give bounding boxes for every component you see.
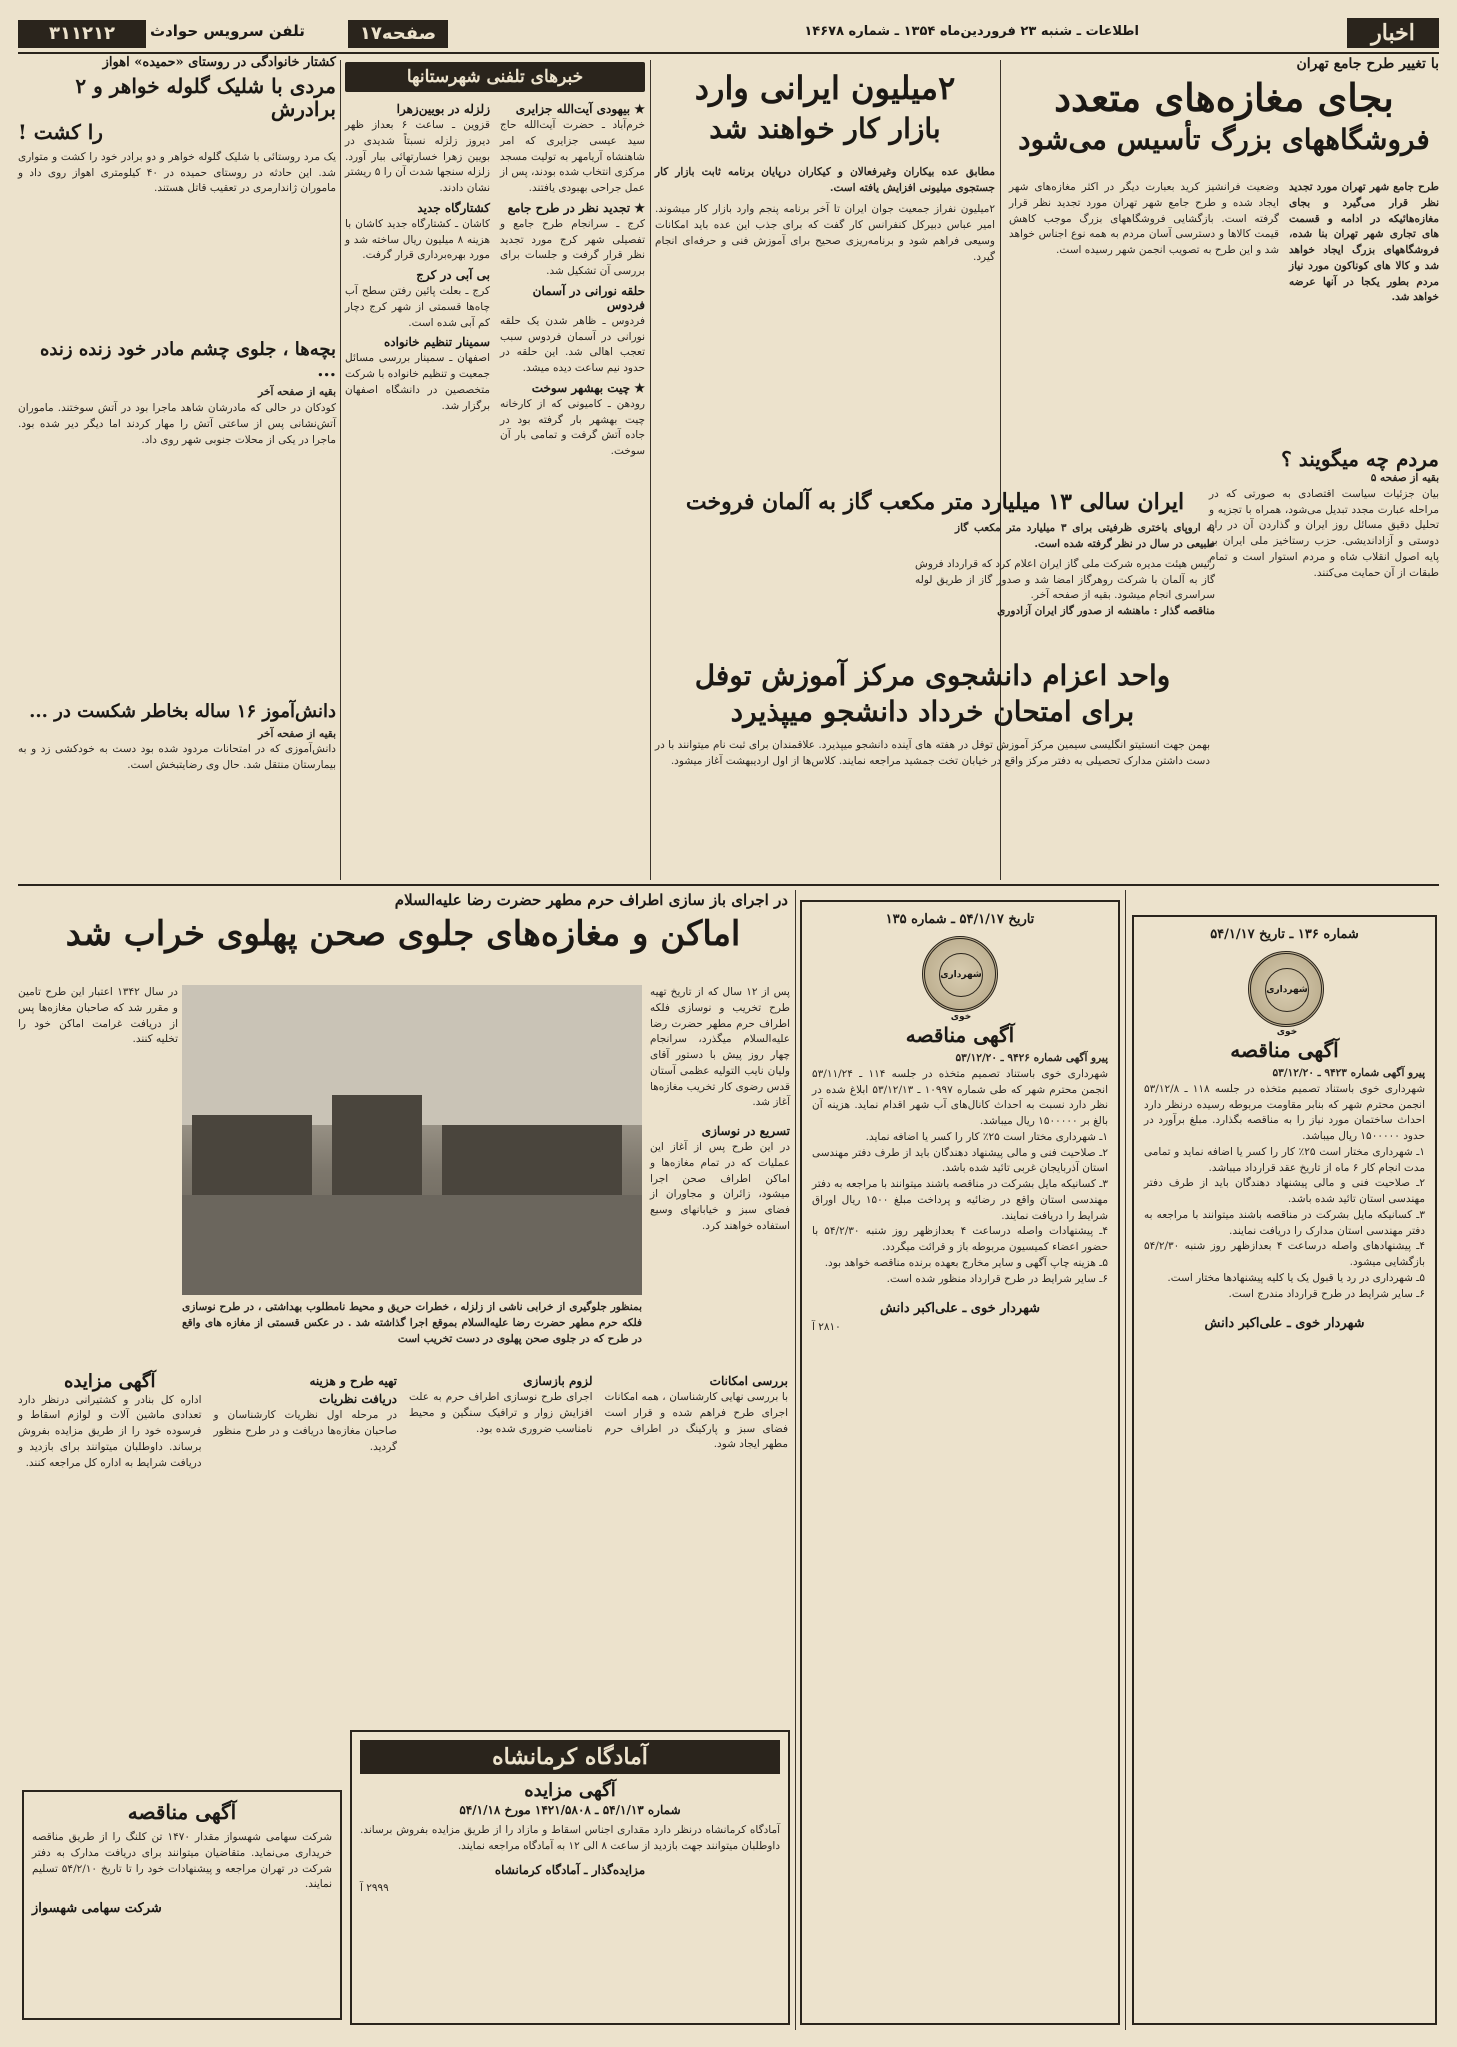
- khoy136-item: ۳ـ کسانیکه مایل بشرکت در مناقصه باشند میتوانند با مراجعه به دفتر مهندسی استان مدارک را دریافت نمایند.: [1144, 1208, 1425, 1237]
- khoy135-code: ۲۸۱۰ آ: [812, 1321, 841, 1334]
- phone-news-list: [345, 98, 645, 460]
- news-item-body: کرج ـ بعلت پائین رفتن سطح آب چاه‌ها قسمتی از شهر کرج دچار کم آبی شده است.: [345, 285, 490, 329]
- children-title: بچه‌ها ، جلوی چشم مادر خود زنده زنده ...: [39, 339, 336, 381]
- kermanshah-title: آگهی مزایده: [524, 1780, 616, 1801]
- phone-label: تلفن سرویس حوادث: [150, 22, 305, 40]
- khoy135-signature: شهردار خوی ـ علی‌اکبر دانش: [880, 1301, 1040, 1317]
- student-title: دانش‌آموز ۱۶ ساله بخاطر شکست در ...: [29, 701, 336, 722]
- auction-body: اداره کل بنادر و کشتیرانی درنظر دارد تعدادی ماشین آلات و لوازم اسقاط و فرسوده خود را از طریق مزایده بفروش برساند. داوطلبان میتوانند برای بازدید و دریافت شرایط به اداره کل مراجعه کنند.: [18, 1393, 202, 1469]
- khoy135-intro: پیرو آگهی شماره ۹۴۲۶ ـ ۵۳/۱۲/۲۰: [955, 1052, 1108, 1064]
- khoy136-item: ۱ـ شهرداری مختار است ۲۵٪ کار را کسر یا اضافه نماید و تمامی مدت انجام کار ۶ ماه از تاریخ عقد قرارداد میباشد.: [1144, 1145, 1426, 1174]
- shrine-subhead: دریافت نظریات: [319, 1392, 397, 1406]
- children-story: [18, 340, 336, 448]
- shrine-column: [18, 1370, 202, 1471]
- auction-title: آگهی مزایده: [63, 1371, 156, 1392]
- photo-street: [182, 1195, 642, 1295]
- shrine-story: [18, 892, 788, 954]
- tender-left-body: شرکت سهامی شهسواز مقدار ۱۴۷۰ تن کلنگ را از طریق مناقصه خریداری می‌نماید. متقاضیان میتوانند برای دریافت مدارک به دفتر شرکت در تهران مراجعه و پیشنهادات خود را تا تاریخ ۵۴/۲/۱۰ تسلیم نمایند.: [32, 1831, 332, 1891]
- khoy-tender-135: [800, 900, 1120, 2025]
- news-item-head: سمینار تنظیم خانواده: [383, 335, 490, 350]
- news-item-body: فردوس ـ ظاهر شدن یک حلقه نورانی در آسمان فردوس سبب تعجب اهالی شد. این حلقه در حدود نیم ساعت دیده میشد.: [500, 314, 645, 374]
- gas-story: [655, 490, 1215, 620]
- shrine-caption: بمنظور جلوگیری از خرابی ناشی از زلزله ، خطرات حریق و محیط نامطلوب بهداشتی ، در طرح نوسازی فلکه حرم مطهر حضرت رضا علیه‌السلام بموقع اجرا گذاشته شد . در عکس قسمتی از مغازه های واقع در طرح که در جلوی صحن پهلوی در دست تخریب است: [182, 1301, 642, 1345]
- million-subtitle: بازار کار خواهند شد: [709, 111, 941, 145]
- news-item-body: خرم‌آباد ـ حضرت آیت‌الله حاج سید عیسی جزایری که امر شاهنشاه آریامهر به تولیت مسجد مرکزی انتخاب شده بودند، پس از عمل جراحی بهبودی یافتند.: [500, 119, 645, 194]
- university-title: واحد اعزام دانشجوی مرکز آموزش توفل: [694, 659, 1171, 692]
- phone-news: [345, 62, 645, 460]
- university-body: بهمن جهت انستیتو انگلیسی سیمین مرکز آموزش توفل در هفته های آینده دانشجو میپذیرد. علاقمندان برای ثبت نام میتوانند با در دست داشتن مدارک تحصیلی به دفتر مرکز واقع در خیابان تخت جمشید مراجعه نمایند. کلاس‌ها از اول اردیبهشت آغاز میشود.: [655, 739, 1210, 768]
- shrine-subhead: تسریع در نوسازی: [701, 1124, 790, 1138]
- murder-story: [18, 56, 336, 197]
- kermanshah-signature: مزایده‌گذار ـ آمادگاه کرمانشاه: [494, 1862, 646, 1877]
- issue-info: اطلاعات ـ شنبه ۲۳ فروردین‌ماه ۱۳۵۴ ـ شماره ۱۴۶۷۸: [804, 24, 1139, 39]
- photo-building: [332, 1095, 422, 1195]
- million-body: ۲میلیون نفراز جمعیت جوان ایران تا آخر برنامه پنجم وارد بازار کار میشوند. امیر عباس دبیرکل کنفرانس کار گفت که برای جذب این عده باید امکانات وسیعی فراهم شود و برنامه‌ریزی صحیح برای آموزش فنی و حرفه‌ای انجام گیرد.: [655, 203, 995, 263]
- khoy135-item: ۳ـ کسانیکه مایل بشرکت در مناقصه باشند میتوانند با مراجعه به دفتر مهندسی استان واقع در رضائیه و پرداخت مبلغ ۱۵۰۰ ریال اوراق شرایط را دریافت نمایند.: [812, 1178, 1108, 1222]
- murder-kicker: کشتار خانوادگی در روستای «حمیده» اهواز: [102, 55, 336, 70]
- khoy136-item: ۲ـ صلاحیت فنی و مالی پیشنهاد دهندگان باید از طرف دفتر مهندسی استان تائید شده باشد.: [1144, 1177, 1425, 1205]
- emblem-text: شهرداری خوی: [1265, 968, 1309, 1012]
- shrine-subhead: بررسی امکانات: [709, 1374, 788, 1388]
- kermanshah-box-title: آمادگاه کرمانشاه: [360, 1740, 780, 1774]
- khoy135-item: ۴ـ پیشنهادات واصله درساعت ۴ بعدازظهر روز شنبه ۵۴/۲/۳۰ با حضور اعضاء کمیسیون مربوطه باز و قرائت میگردد.: [812, 1225, 1108, 1253]
- section-rule: [18, 884, 1439, 886]
- emblem-text: شهرداری خوی: [939, 953, 983, 997]
- phone-news-title: خبرهای تلفنی شهرستانها: [345, 62, 645, 92]
- news-item-head: زلزله در بویین‌زهرا: [396, 102, 490, 116]
- news-item-head: ★ بیهودی آیت‌الله جزایری: [515, 102, 645, 116]
- kermanshah-code: ۲۹۹۹ آ: [360, 1881, 389, 1894]
- opinion-ref: بقیه از صفحه ۵: [1370, 472, 1439, 484]
- khoy135-item: ۵ـ هزینه چاپ آگهی و سایر مخارج بعهده برنده مناقصه خواهد بود.: [824, 1256, 1108, 1269]
- student-story: [18, 702, 336, 774]
- news-item-head: ★ چیت بهشهر سوخت: [531, 380, 645, 395]
- tender-ad-left: [22, 1790, 342, 2020]
- shrine-subhead: تهیه طرح و هزینه: [309, 1374, 397, 1388]
- main-lead: طرح جامع شهر تهران مورد تجدید نظر قرار می‌گیرد و بجای مغازه‌هائیکه در ادامه و قسمت های تجاری شهر تهران بنا شده، فروشگاههای بزرگ ایجاد خواهد شد و کالا های کوناکون مورد نیاز مردم بطور یکجا در آنها عرضه خواهد شد.: [1289, 181, 1439, 304]
- masthead: [18, 18, 1439, 54]
- children-body: کودکان در حالی که مادرشان شاهد ماجرا بود در آتش سوختند. ماموران آتش‌نشانی پس از ساعتی آتش را مهار کردند اما دیگر دیر شده بود. ماجرا در یکی از محلات جنوبی شهر روی داد.: [18, 402, 336, 446]
- opinion-title: مردم چه میگویند ؟: [1281, 447, 1439, 471]
- gas-signature: مناقصه گذار : ماهنشه از صدور گاز ایران آزادوری: [997, 605, 1215, 618]
- column-rule: [650, 60, 651, 880]
- khoy136-date: شماره ۱۳۶ ـ تاریخ ۵۴/۱/۱۷: [1210, 927, 1359, 942]
- news-item: [500, 98, 645, 460]
- photo-building: [442, 1125, 622, 1195]
- news-item-body: کاشان ـ کشتارگاه جدید کاشان با هزینه ۸ میلیون ریال ساخته شد و مورد بهره‌برداری قرار گرفت.: [345, 217, 491, 262]
- gas-title: ایران سالی ۱۳ میلیارد متر مکعب گاز به آلمان فروخت: [685, 489, 1185, 515]
- student-body: دانش‌آموزی که در امتحانات مردود شده بود دست به خودکشی زد و به بیمارستان منتقل شد. حال وی رضایتبخش است.: [18, 743, 336, 772]
- gas-lead: به اروپای باختری ظرفیتی برای ۳ میلیارد متر مکعب گاز طبیعی در سال در نظر گرفته شده است.: [955, 522, 1215, 551]
- news-item-body: اصفهان ـ سمینار بررسی مسائل جمعیت و تنظیم خانواده با شرکت متخصصین در دانشگاه اصفهان برگزار شد.: [345, 352, 490, 412]
- column-rule: [340, 60, 341, 880]
- shrine-kicker: در اجرای باز سازی اطراف حرم مطهر حضرت رضا علیه‌السلام: [394, 891, 788, 909]
- shrine-body-5: در سال ۱۳۴۲ اعتبار این طرح تامین و مقرر شد که صاحبان مغازه‌ها پس از دریافت غرامت اماکن خود را تخلیه کنند.: [18, 986, 178, 1046]
- khoy135-item: ۲ـ صلاحیت فنی و مالی پیشنهاد دهندگان باید از طرف دفتر مهندسی استان آذربایجان غربی تائید شده باشد.: [812, 1146, 1108, 1175]
- news-item: [345, 98, 490, 460]
- shrine-body-1: پس از ۱۲ سال که از تاریخ تهیه طرح تخریب و نوسازی فلکه اطراف حرم مطهر حضرت رضا علیه‌السلام میگذرد، سرانجام چهار روز پیش با دستور آقای ولیان نایب التولیه عظمی آستان قدس رضوی کار تخریب مغازه‌ها آغاز شد.: [650, 986, 790, 1109]
- shrine-column: [605, 1370, 789, 1471]
- khoy136-signature: شهردار خوی ـ علی‌اکبر دانش: [1204, 1316, 1365, 1332]
- page-number: صفحه۱۷: [348, 20, 448, 48]
- opinion-body: بیان جزئیات سیاست اقتصادی به صورتی که در مراحله عبارت مجدد تبدیل می‌شود، همراه با تجزیه و تحلیل دقیق مسائل روز ایران و گذاردن آن در راه دوستی و آزاداندیشی. حزب رستاخیز ملی ایران بر پایه اصول انقلاب شاه و مردم استوار است و تمام طبقات از آن حمایت می‌کنند.: [1209, 487, 1439, 579]
- million-story: [655, 70, 995, 265]
- phone-number: ۳۱۱۲۱۲: [18, 20, 146, 48]
- khoy136-intro: پیرو آگهی شماره ۹۴۲۳ ـ ۵۳/۱۲/۲۰: [1272, 1067, 1425, 1079]
- section-logo: اخبار: [1347, 18, 1439, 48]
- university-story: [655, 660, 1210, 770]
- column-rule: [1125, 890, 1126, 2030]
- main-body: وضعیت فرانشیز کرید بعبارت دیگر در اکثر مغازه‌های شهر ایجاد شده و طرح جامع شهر تهران مورد تجدید نظر قرار گرفته است. بازگشایی فروشگاههای بزرگ موجب کاهش قیمت کالاها و دسترسی آسان مردم به همه نوع اجناس خواهد شد و این طرح به تصویب انجمن شهر رسیده است.: [1009, 181, 1279, 256]
- news-item-head: بی آبی در کرج: [416, 268, 490, 282]
- shrine-section: [650, 1120, 790, 1235]
- shrine-body-6: در مرحله اول نظریات کارشناسان و صاحبان مغازه‌ها دریافت و در طرح منظور گردید.: [213, 1409, 397, 1453]
- khoy136-item: ۵ـ شهرداری در رد یا قبول یک یا کلیه پیشنهادها مختار است.: [1167, 1271, 1425, 1284]
- shrine-title: اماکن و مغازه‌های جلوی صحن پهلوی خراب شد: [65, 914, 741, 955]
- khoy-tender-136: [1132, 915, 1437, 2025]
- tender-left-title: آگهی مناقصه: [127, 1800, 237, 1824]
- shrine-photo: [182, 985, 642, 1295]
- khoy136-item: ۴ـ پیشنهادهای واصله درساعت ۴ بعدازظهر روز شنبه ۵۴/۲/۳۰ بازگشایی میشود.: [1144, 1240, 1425, 1268]
- million-lead: مطابق عده بیکاران وغیرفعالان و کیکاران درپایان برنامه ثابت بازار کار جستجوی میلیونی افزایش یافته است.: [655, 165, 995, 194]
- tender-left-signature: شرکت سهامی شهسواز: [32, 1901, 162, 1916]
- khoy135-title: آگهی مناقصه: [905, 1023, 1015, 1047]
- shrine-body-4: اجرای طرح نوسازی اطراف حرم به علت افزایش زوار و ترافیک سنگین و محیط نامناسب ضروری شده بود.: [409, 1391, 593, 1435]
- news-item-body: قزوین ـ ساعت ۶ بعداز ظهر دیروز زلزله نسبتاً شدیدی در بویین زهرا خسارتهائی ببار آورد. زلزله سنجها شدت آن را ۵ ریشتر نشان دادند.: [345, 119, 490, 194]
- khoy136-item: ۶ـ سایر شرایط در طرح قرارداد مندرج است.: [1228, 1287, 1425, 1300]
- shrine-body-3: با بررسی نهایی کارشناسان ، همه امکانات اجرای طرح فراهم شده و قرار است فضای سبز و پارکینگ در اطراف حرم مطهر ایجاد شود.: [604, 1391, 788, 1451]
- murder-title: مردی با شلیک گلوله خواهر و ۲ برادرش: [75, 73, 336, 121]
- column-rule: [795, 890, 796, 2030]
- khoy135-item: ۱ـ شهرداری مختار است ۲۵٪ کار را کسر یا اضافه نماید.: [865, 1130, 1108, 1143]
- khoy136-body: شهرداری خوی باستناد تصمیم متخذه در جلسه ۱۱۸ ـ ۵۳/۱۲/۸ انجمن محترم شهر که بنابر مقاومت مربوطه رسیده درنظر دارد احداث ساختمان مورد نیاز را به مناقصه بگذارد. مبلغ برآورد در حدود ۱۵۰۰۰۰۰ ریال میباشد.: [1144, 1082, 1425, 1142]
- kermanshah-number: شماره ۵۴/۱/۱۳ ـ ۱۴۲۱/۵۸۰۸ مورخ ۵۴/۱/۱۸: [459, 1803, 681, 1817]
- university-subtitle: برای امتحان خرداد دانشجو میپذیرد: [730, 695, 1135, 729]
- photo-building: [192, 1115, 312, 1195]
- million-title: ۲میلیون ایرانی وارد: [694, 69, 956, 107]
- news-item-body: کرج ـ سرانجام طرح جامع و تفصیلی شهر کرج مورد تجدید نظر قرار گرفت و جلسات برای بررسی آن تشکیل شد.: [500, 217, 645, 277]
- kermanshah-body: آمادگاه کرمانشاه درنظر دارد مقداری اجناس اسقاط و مازاد را از طریق مزایده بفروش برساند. داوطلبان میتوانند جهت بازدید از ساعت ۸ الی ۱۲ به آمادگاه مراجعه نمایند.: [360, 1824, 780, 1852]
- khoy135-body: شهرداری خوی باستناد تصمیم متخذه در جلسه ۱۱۴ ـ ۵۳/۱۱/۲۴ انجمن محترم شهر که طی شماره ۱۰۹۹۷ ـ ۵۳/۱۲/۱۳ ابلاغ شده در نظر دارد نسبت به احداث کانال‌های آب شهر اقدام نماید. هزینه آن بالغ بر ۱۵۰۰۰۰۰ ریال میباشد.: [812, 1067, 1108, 1127]
- news-item-head: ★ تجدید نظر در طرح جامع: [507, 200, 645, 215]
- main-headline: بجای مغازه‌های متعدد: [1054, 75, 1394, 121]
- shrine-column: [409, 1370, 593, 1471]
- main-kicker: با تغییر طرح جامع تهران: [1296, 56, 1439, 72]
- gas-body: رئیس هیئت مدیره شرکت ملی گاز ایران اعلام کرد که قرارداد فروش گاز به آلمان با شرکت روهرگاز امضا شد و صدور گاز از طریق لوله سراسری انجام میشود. بقیه از صفحه آخر.: [915, 557, 1215, 602]
- kermanshah-ad: [350, 1730, 790, 2025]
- shrine-subhead: لزوم بازسازی: [523, 1374, 593, 1388]
- shrine-columns: [18, 1370, 788, 1471]
- municipality-emblem: [922, 936, 998, 1022]
- khoy135-item: ۶ـ سایر شرایط در طرح قرارداد منظور شده است.: [886, 1272, 1108, 1285]
- main-story: [1009, 56, 1439, 304]
- news-item-body: رودهن ـ کامیونی که از کارخانه چیت بهشهر بار گرفته بود در جاده آتش گرفت و تمامی بار آن سوخت.: [500, 397, 645, 457]
- murder-body: یک مرد روستائی با شلیک گلوله خواهر و دو برادر خود را کشت و متواری شد. این حادثه در روستای حمیده در ۴۰ کیلومتری اهواز روی داد و ماموران ژاندارمری در تعقیب قاتل هستند.: [18, 150, 336, 195]
- murder-subtitle: را کشت !: [18, 119, 103, 144]
- khoy135-date: تاریخ ۵۴/۱/۱۷ ـ شماره ۱۳۵: [885, 912, 1035, 927]
- shrine-column: [214, 1370, 398, 1471]
- news-item-head: حلقه نورانی در آسمان فردوس: [532, 283, 645, 312]
- khoy136-title: آگهی مناقصه: [1230, 1038, 1339, 1062]
- student-ref: بقیه از صفحه آخر: [258, 727, 336, 740]
- news-item-head: کشتارگاه جدید: [417, 200, 490, 215]
- shrine-body-2: در این طرح پس از آغاز این عملیات که در تمام مغازه‌ها و اماکن اطراف صحن اجرا میشود، زائران و مجاوران از فضای سبز و خیابانهای وسیع استفاده خواهند کرد.: [650, 1141, 790, 1232]
- municipality-emblem: [1248, 951, 1324, 1037]
- children-ref: بقیه از صفحه آخر: [258, 386, 336, 399]
- main-subheadline: فروشگاههای بزرگ تأسیس می‌شود: [1018, 122, 1430, 156]
